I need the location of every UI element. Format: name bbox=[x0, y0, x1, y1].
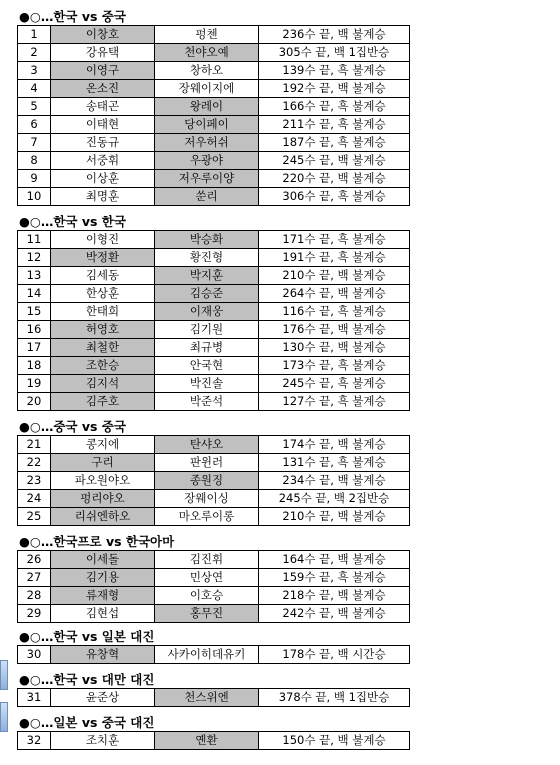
game-number: 23 bbox=[18, 472, 51, 490]
results-table bbox=[17, 645, 410, 664]
game-number: 25 bbox=[18, 508, 51, 526]
game-number: 19 bbox=[18, 375, 51, 393]
player-one: 이세돌 bbox=[51, 551, 155, 569]
player-one: 이태현 bbox=[51, 116, 155, 134]
player-one: 진동규 bbox=[51, 134, 155, 152]
game-number: 32 bbox=[18, 732, 51, 750]
game-result: 305수 끝, 백 1집반승 bbox=[259, 44, 410, 62]
player-two: 종원징 bbox=[155, 472, 259, 490]
player-one: 최철한 bbox=[51, 339, 155, 357]
game-number: 10 bbox=[18, 188, 51, 206]
section-title: ●○…한국 vs 한국 bbox=[19, 214, 126, 229]
window-edge-tab bbox=[0, 660, 8, 690]
player-one: 송태곤 bbox=[51, 98, 155, 116]
results-table bbox=[17, 230, 410, 411]
game-result: 245수 끝, 백 불계승 bbox=[259, 152, 410, 170]
table-row bbox=[18, 472, 410, 490]
match-section bbox=[17, 533, 410, 623]
game-number: 20 bbox=[18, 393, 51, 411]
section-title: ●○…일본 vs 중국 대진 bbox=[19, 715, 155, 730]
game-result: 210수 끝, 백 불계승 bbox=[259, 267, 410, 285]
table-row bbox=[18, 44, 410, 62]
player-two: 저우허쉬 bbox=[155, 134, 259, 152]
player-two: 왕레이 bbox=[155, 98, 259, 116]
player-two: 민상연 bbox=[155, 569, 259, 587]
player-one: 최명훈 bbox=[51, 188, 155, 206]
player-one: 윤준상 bbox=[51, 689, 155, 707]
game-result: 242수 끝, 백 불계승 bbox=[259, 605, 410, 623]
player-one: 강유택 bbox=[51, 44, 155, 62]
game-number: 14 bbox=[18, 285, 51, 303]
player-two: 최규병 bbox=[155, 339, 259, 357]
game-number: 30 bbox=[18, 646, 51, 664]
table-row bbox=[18, 134, 410, 152]
game-result: 131수 끝, 흑 불계승 bbox=[259, 454, 410, 472]
player-two: 펑첸 bbox=[155, 26, 259, 44]
game-result: 171수 끝, 흑 불계승 bbox=[259, 231, 410, 249]
game-result: 176수 끝, 백 불계승 bbox=[259, 321, 410, 339]
game-result: 139수 끝, 흑 불계승 bbox=[259, 62, 410, 80]
player-two: 장웨이싱 bbox=[155, 490, 259, 508]
player-two: 저우루이양 bbox=[155, 170, 259, 188]
player-two: 홍무진 bbox=[155, 605, 259, 623]
table-row bbox=[18, 26, 410, 44]
game-number: 27 bbox=[18, 569, 51, 587]
table-row bbox=[18, 152, 410, 170]
player-one: 이영구 bbox=[51, 62, 155, 80]
table-row bbox=[18, 357, 410, 375]
game-result: 245수 끝, 흑 불계승 bbox=[259, 375, 410, 393]
table-row bbox=[18, 188, 410, 206]
player-two: 박승화 bbox=[155, 231, 259, 249]
game-result: 192수 끝, 백 불계승 bbox=[259, 80, 410, 98]
player-one: 이상훈 bbox=[51, 170, 155, 188]
player-two: 마오루이롱 bbox=[155, 508, 259, 526]
player-one: 김세동 bbox=[51, 267, 155, 285]
table-row bbox=[18, 508, 410, 526]
game-result: 164수 끝, 백 불계승 bbox=[259, 551, 410, 569]
table-row bbox=[18, 231, 410, 249]
game-result: 178수 끝, 백 시간승 bbox=[259, 646, 410, 664]
player-one: 구리 bbox=[51, 454, 155, 472]
player-one: 김지석 bbox=[51, 375, 155, 393]
game-result: 245수 끝, 백 2집반승 bbox=[259, 490, 410, 508]
table-row bbox=[18, 285, 410, 303]
player-two: 이재웅 bbox=[155, 303, 259, 321]
player-two: 천야오예 bbox=[155, 44, 259, 62]
player-two: 박준석 bbox=[155, 393, 259, 411]
table-row bbox=[18, 98, 410, 116]
player-one: 리쉬엔하오 bbox=[51, 508, 155, 526]
player-one: 콩지에 bbox=[51, 436, 155, 454]
game-result: 130수 끝, 백 불계승 bbox=[259, 339, 410, 357]
table-row bbox=[18, 393, 410, 411]
table-row bbox=[18, 436, 410, 454]
player-two: 이호승 bbox=[155, 587, 259, 605]
player-two: 김진휘 bbox=[155, 551, 259, 569]
player-two: 황진형 bbox=[155, 249, 259, 267]
player-one: 이형진 bbox=[51, 231, 155, 249]
player-two: 박지훈 bbox=[155, 267, 259, 285]
player-two: 안국현 bbox=[155, 357, 259, 375]
table-row bbox=[18, 80, 410, 98]
player-one: 류재형 bbox=[51, 587, 155, 605]
table-row bbox=[18, 321, 410, 339]
player-two: 박진솔 bbox=[155, 375, 259, 393]
game-result: 127수 끝, 흑 불계승 bbox=[259, 393, 410, 411]
table-row bbox=[18, 732, 410, 750]
section-title: ●○…한국 vs 일본 대진 bbox=[19, 629, 155, 644]
player-two: 우광야 bbox=[155, 152, 259, 170]
game-number: 4 bbox=[18, 80, 51, 98]
match-section bbox=[17, 418, 410, 526]
player-one: 김주호 bbox=[51, 393, 155, 411]
section-title: ●○…중국 vs 중국 bbox=[19, 419, 126, 434]
player-one: 허영호 bbox=[51, 321, 155, 339]
player-one: 한상훈 bbox=[51, 285, 155, 303]
results-table bbox=[17, 688, 410, 707]
match-section bbox=[17, 8, 410, 206]
section-title: ●○…한국 vs 중국 bbox=[19, 9, 126, 24]
player-two: 판윈러 bbox=[155, 454, 259, 472]
player-two: 창하오 bbox=[155, 62, 259, 80]
section-title: ●○…한국 vs 대만 대진 bbox=[19, 672, 155, 687]
game-number: 21 bbox=[18, 436, 51, 454]
game-number: 5 bbox=[18, 98, 51, 116]
player-one: 한태희 bbox=[51, 303, 155, 321]
window-edge-tab bbox=[0, 702, 8, 732]
game-result: 220수 끝, 백 불계승 bbox=[259, 170, 410, 188]
table-row bbox=[18, 689, 410, 707]
game-number: 1 bbox=[18, 26, 51, 44]
player-two: 장웨이지에 bbox=[155, 80, 259, 98]
game-result: 187수 끝, 흑 불계승 bbox=[259, 134, 410, 152]
table-row bbox=[18, 587, 410, 605]
game-number: 18 bbox=[18, 357, 51, 375]
results-table bbox=[17, 550, 410, 623]
game-number: 13 bbox=[18, 267, 51, 285]
game-result: 210수 끝, 백 불계승 bbox=[259, 508, 410, 526]
player-two: 쑨리 bbox=[155, 188, 259, 206]
player-two: 옌환 bbox=[155, 732, 259, 750]
table-row bbox=[18, 303, 410, 321]
game-result: 150수 끝, 백 불계승 bbox=[259, 732, 410, 750]
table-row bbox=[18, 339, 410, 357]
game-number: 3 bbox=[18, 62, 51, 80]
game-number: 11 bbox=[18, 231, 51, 249]
table-row bbox=[18, 646, 410, 664]
game-number: 9 bbox=[18, 170, 51, 188]
game-number: 17 bbox=[18, 339, 51, 357]
game-number: 31 bbox=[18, 689, 51, 707]
section-title: ●○…한국프로 vs 한국아마 bbox=[19, 534, 175, 549]
player-two: 김승준 bbox=[155, 285, 259, 303]
table-row bbox=[18, 267, 410, 285]
game-number: 2 bbox=[18, 44, 51, 62]
game-number: 16 bbox=[18, 321, 51, 339]
game-result: 166수 끝, 흑 불계승 bbox=[259, 98, 410, 116]
game-number: 29 bbox=[18, 605, 51, 623]
player-one: 이창호 bbox=[51, 26, 155, 44]
player-two: 탄샤오 bbox=[155, 436, 259, 454]
match-section bbox=[17, 213, 410, 411]
game-number: 15 bbox=[18, 303, 51, 321]
results-table bbox=[17, 731, 410, 750]
player-two: 김기원 bbox=[155, 321, 259, 339]
game-result: 218수 끝, 백 불계승 bbox=[259, 587, 410, 605]
table-row bbox=[18, 116, 410, 134]
player-one: 서중휘 bbox=[51, 152, 155, 170]
game-result: 211수 끝, 흑 불계승 bbox=[259, 116, 410, 134]
results-table bbox=[17, 25, 410, 206]
player-two: 당이페이 bbox=[155, 116, 259, 134]
match-section bbox=[17, 628, 410, 664]
game-number: 24 bbox=[18, 490, 51, 508]
player-one: 박정환 bbox=[51, 249, 155, 267]
game-result: 174수 끝, 백 불계승 bbox=[259, 436, 410, 454]
table-row bbox=[18, 249, 410, 267]
game-number: 6 bbox=[18, 116, 51, 134]
game-result: 236수 끝, 백 불계승 bbox=[259, 26, 410, 44]
match-section bbox=[17, 714, 410, 750]
results-table bbox=[17, 435, 410, 526]
table-row bbox=[18, 551, 410, 569]
table-row bbox=[18, 170, 410, 188]
game-result: 173수 끝, 흑 불계승 bbox=[259, 357, 410, 375]
game-result: 306수 끝, 흑 불계승 bbox=[259, 188, 410, 206]
game-number: 28 bbox=[18, 587, 51, 605]
player-two: 사카이히데유키 bbox=[155, 646, 259, 664]
player-one: 김현섭 bbox=[51, 605, 155, 623]
game-result: 264수 끝, 백 불계승 bbox=[259, 285, 410, 303]
player-one: 조치훈 bbox=[51, 732, 155, 750]
game-result: 159수 끝, 흑 불계승 bbox=[259, 569, 410, 587]
game-number: 7 bbox=[18, 134, 51, 152]
table-row bbox=[18, 605, 410, 623]
table-row bbox=[18, 454, 410, 472]
game-result: 191수 끝, 흑 불계승 bbox=[259, 249, 410, 267]
game-number: 8 bbox=[18, 152, 51, 170]
player-one: 펑리야오 bbox=[51, 490, 155, 508]
player-one: 유창혁 bbox=[51, 646, 155, 664]
table-row bbox=[18, 490, 410, 508]
game-result: 234수 끝, 백 불계승 bbox=[259, 472, 410, 490]
game-result: 378수 끝, 백 1집반승 bbox=[259, 689, 410, 707]
game-number: 22 bbox=[18, 454, 51, 472]
player-one: 온소진 bbox=[51, 80, 155, 98]
table-row bbox=[18, 62, 410, 80]
game-number: 26 bbox=[18, 551, 51, 569]
table-row bbox=[18, 375, 410, 393]
match-section bbox=[17, 671, 410, 707]
game-number: 12 bbox=[18, 249, 51, 267]
player-one: 조한승 bbox=[51, 357, 155, 375]
table-row bbox=[18, 569, 410, 587]
player-one: 파오원야오 bbox=[51, 472, 155, 490]
player-two: 천스위엔 bbox=[155, 689, 259, 707]
game-result: 116수 끝, 흑 불계승 bbox=[259, 303, 410, 321]
player-one: 김기용 bbox=[51, 569, 155, 587]
